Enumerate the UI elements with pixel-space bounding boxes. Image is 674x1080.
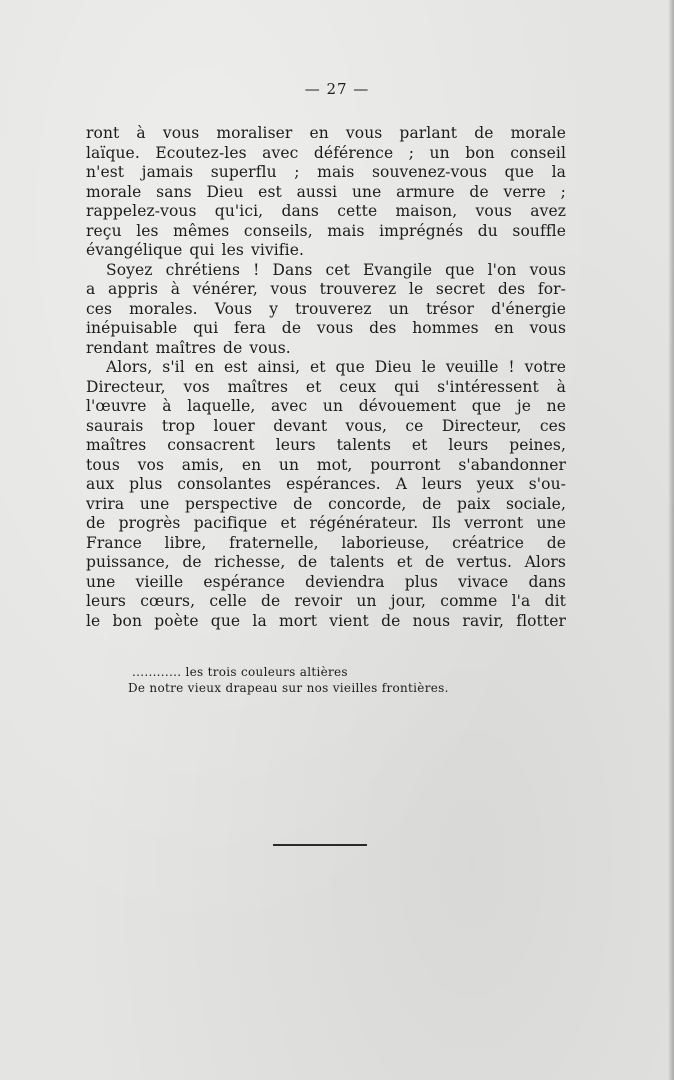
text-line: Directeur, vos maîtres et ceux qui s'intéressent à <box>86 377 566 396</box>
text-line: Soyez chrétiens ! Dans cet Evangile que l'on vous <box>106 260 566 279</box>
text-line: a appris à vénérer, vous trouverez le secret des for- <box>86 280 566 298</box>
text-line: ront à vous moraliser en vous parlant de morale <box>86 124 566 142</box>
text-line: rappelez-vous qu'ici, dans cette maison, vous avez <box>86 202 566 220</box>
text-line: maîtres consacrent leurs talents et leurs peines, <box>86 436 566 454</box>
text-line: aux plus consolantes espérances. A leurs yeux s'ou- <box>86 475 566 493</box>
text-line: rendant maîtres de vous. <box>86 338 291 357</box>
text-line: tous vos amis, en un mot, pourront s'abandonner <box>86 455 566 474</box>
paragraph-1 <box>86 124 566 261</box>
text-line: leurs cœurs, celle de revoir un jour, comme l'a dit <box>86 592 566 610</box>
text-line: vrira une perspective de concorde, de paix sociale, <box>86 494 566 513</box>
text-line: inépuisable qui fera de vous des hommes en vous <box>86 319 566 337</box>
text-line: n'est jamais superflu ; mais souvenez-vous que la <box>86 163 566 181</box>
closing-rule <box>273 844 367 846</box>
verse-line-1: ............ les trois couleurs altières <box>132 665 348 679</box>
text-line: France libre, fraternelle, laborieuse, créatrice de <box>86 533 566 552</box>
text-line: laïque. Ecoutez-les avec déférence ; un bon conseil <box>86 143 566 162</box>
paragraph-3 <box>86 358 566 631</box>
text-line: puissance, de richesse, de talents et de vertus. Alors <box>86 553 566 571</box>
text-line: de progrès pacifique et régénérateur. Ils verront une <box>86 514 566 532</box>
text-line: reçu les mêmes conseils, mais imprégnés du souffle <box>86 221 566 240</box>
page-edge-shadow <box>668 0 674 1080</box>
page-number: — 27 — <box>304 80 370 98</box>
verse-quotation <box>128 664 528 696</box>
text-line: Alors, s'il en est ainsi, et que Dieu le veuille ! votre <box>106 358 566 376</box>
text-line: évangélique qui les vivifie. <box>86 241 304 259</box>
paragraph-2 <box>86 261 566 359</box>
body-text <box>86 124 566 631</box>
text-line: le bon poète que la mort vient de nous ravir, flotter <box>86 611 566 630</box>
text-line: l'œuvre à laquelle, avec un dévouement que je ne <box>86 397 566 415</box>
text-line: une vieille espérance deviendra plus vivace dans <box>86 572 566 591</box>
text-line: morale sans Dieu est aussi une armure de verre ; <box>86 182 566 201</box>
verse-line-2: De notre vieux drapeau sur nos vieilles frontières. <box>128 681 449 695</box>
text-line: ces morales. Vous y trouverez un trésor d'énergie <box>86 299 566 318</box>
text-line: saurais trop louer devant vous, ce Directeur, ces <box>86 416 566 435</box>
